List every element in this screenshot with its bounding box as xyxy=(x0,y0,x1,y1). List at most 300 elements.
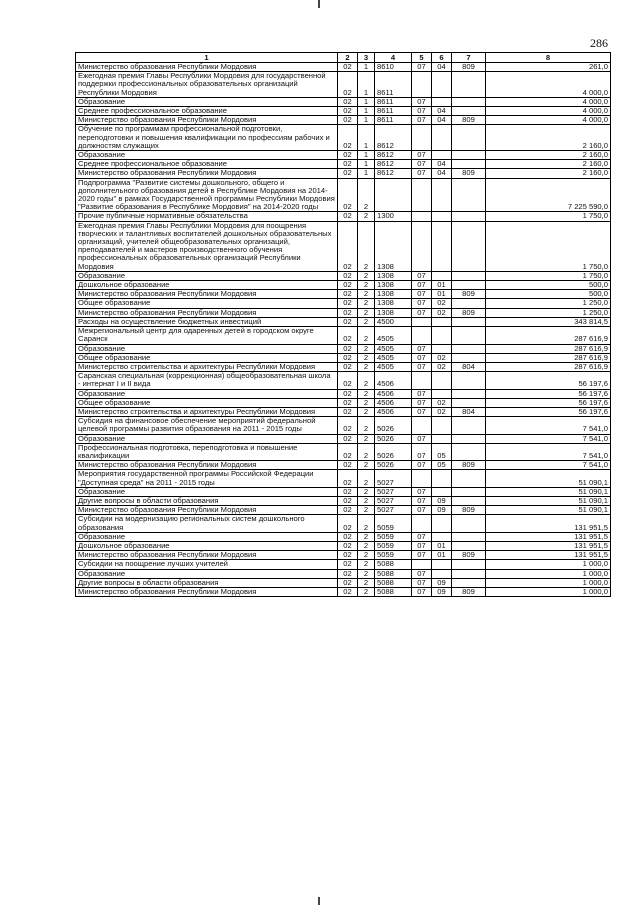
row-amount: 131 951,5 xyxy=(486,515,611,532)
row-code-col3: 2 xyxy=(358,515,375,532)
row-description: Межрегиональный центр для одаренных детей в городском округе Саранск xyxy=(76,327,338,344)
row-code-col7: 809 xyxy=(452,587,486,596)
row-code-col4: 5059 xyxy=(375,532,412,541)
row-description: Мероприятия государственной программы Российской Федерации "Доступная среда" на 2011 - 2015 годы xyxy=(76,470,338,487)
column-header: 6 xyxy=(432,53,452,63)
row-code-col7 xyxy=(452,541,486,550)
row-code-col7: 804 xyxy=(452,362,486,371)
row-description: Другие вопросы в области образования xyxy=(76,578,338,587)
table-row xyxy=(76,560,611,569)
row-description: Дошкольное образование xyxy=(76,281,338,290)
row-code-col3: 2 xyxy=(358,398,375,407)
row-description: Подпрограмма "Развитие системы дошкольного, общего и дополнительного образования детей в Республике Мордовия на 2014-2020 годы" в рамках Государственной программы Республики Мордовия "Развитие образования в Республике Мордовия" на 2014-2020 годы xyxy=(76,178,338,212)
row-description: Прочие публичные нормативные обязательства xyxy=(76,212,338,221)
row-amount: 56 197,6 xyxy=(486,407,611,416)
row-code-col2: 02 xyxy=(338,160,358,169)
table-row xyxy=(76,434,611,443)
row-code-col7 xyxy=(452,160,486,169)
row-code-col5: 07 xyxy=(412,487,432,496)
row-description: Образование xyxy=(76,434,338,443)
row-code-col7 xyxy=(452,72,486,98)
table-header-row xyxy=(76,53,611,63)
row-amount: 2 160,0 xyxy=(486,151,611,160)
budget-table xyxy=(75,52,611,597)
row-code-col7: 809 xyxy=(452,461,486,470)
row-code-col3: 2 xyxy=(358,506,375,515)
row-code-col5: 07 xyxy=(412,169,432,178)
row-code-col7 xyxy=(452,107,486,116)
row-code-col5: 07 xyxy=(412,308,432,317)
row-code-col4: 8612 xyxy=(375,169,412,178)
row-code-col6: 02 xyxy=(432,299,452,308)
row-code-col5: 07 xyxy=(412,461,432,470)
row-description: Среднее профессиональное образование xyxy=(76,107,338,116)
row-code-col7 xyxy=(452,569,486,578)
table-row xyxy=(76,107,611,116)
row-code-col6: 02 xyxy=(432,353,452,362)
row-code-col3: 1 xyxy=(358,160,375,169)
table-row xyxy=(76,97,611,106)
row-code-col7 xyxy=(452,178,486,212)
row-code-col3: 2 xyxy=(358,496,375,505)
row-code-col6 xyxy=(432,97,452,106)
row-code-col5: 07 xyxy=(412,271,432,280)
row-description: Министерство образования Республики Мордовия xyxy=(76,116,338,125)
table-row xyxy=(76,178,611,212)
page-number: 286 xyxy=(590,36,608,50)
row-code-col3: 2 xyxy=(358,317,375,326)
table-row xyxy=(76,72,611,98)
row-amount: 2 160,0 xyxy=(486,169,611,178)
table-body xyxy=(76,63,611,597)
row-code-col4: 5059 xyxy=(375,541,412,550)
table-row xyxy=(76,443,611,460)
row-code-col7 xyxy=(452,151,486,160)
row-amount: 7 541,0 xyxy=(486,461,611,470)
row-code-col6 xyxy=(432,151,452,160)
row-code-col2: 02 xyxy=(338,407,358,416)
row-description: Министерство образования Республики Мордовия xyxy=(76,506,338,515)
row-code-col7 xyxy=(452,372,486,389)
row-code-col3: 2 xyxy=(358,290,375,299)
column-header: 1 xyxy=(76,53,338,63)
row-code-col5 xyxy=(412,515,432,532)
row-code-col2: 02 xyxy=(338,178,358,212)
row-code-col6: 09 xyxy=(432,587,452,596)
row-code-col4: 4505 xyxy=(375,362,412,371)
table-row xyxy=(76,327,611,344)
row-description: Министерство образования Республики Мордовия xyxy=(76,461,338,470)
row-code-col7 xyxy=(452,353,486,362)
row-code-col6: 09 xyxy=(432,506,452,515)
row-amount: 287 616,9 xyxy=(486,362,611,371)
table-row xyxy=(76,578,611,587)
row-code-col2: 02 xyxy=(338,487,358,496)
table-row xyxy=(76,372,611,389)
table-row xyxy=(76,551,611,560)
row-code-col7: 809 xyxy=(452,290,486,299)
table-row xyxy=(76,461,611,470)
row-amount: 4 000,0 xyxy=(486,97,611,106)
row-code-col6: 09 xyxy=(432,496,452,505)
row-code-col6 xyxy=(432,344,452,353)
row-code-col4: 1308 xyxy=(375,281,412,290)
row-code-col5: 07 xyxy=(412,281,432,290)
row-amount: 1 250,0 xyxy=(486,299,611,308)
table-row xyxy=(76,569,611,578)
row-code-col3: 2 xyxy=(358,434,375,443)
row-code-col5 xyxy=(412,317,432,326)
table-row xyxy=(76,532,611,541)
row-code-col4: 8612 xyxy=(375,160,412,169)
row-code-col6: 02 xyxy=(432,398,452,407)
row-code-col6: 05 xyxy=(432,461,452,470)
row-code-col4: 1308 xyxy=(375,299,412,308)
row-code-col4: 8612 xyxy=(375,151,412,160)
row-code-col7 xyxy=(452,578,486,587)
row-code-col2: 02 xyxy=(338,125,358,151)
row-code-col2: 02 xyxy=(338,551,358,560)
row-code-col6 xyxy=(432,221,452,271)
row-code-col2: 02 xyxy=(338,496,358,505)
row-amount: 4 000,0 xyxy=(486,107,611,116)
row-description: Профессиональная подготовка, переподготовка и повышение квалификации xyxy=(76,443,338,460)
row-description: Общее образование xyxy=(76,398,338,407)
row-code-col4: 5027 xyxy=(375,496,412,505)
row-code-col4: 4506 xyxy=(375,389,412,398)
row-code-col6: 02 xyxy=(432,362,452,371)
row-code-col5 xyxy=(412,417,432,434)
row-code-col3: 2 xyxy=(358,551,375,560)
row-description: Общее образование xyxy=(76,299,338,308)
row-code-col5: 07 xyxy=(412,116,432,125)
row-code-col5 xyxy=(412,327,432,344)
row-amount: 51 090,1 xyxy=(486,506,611,515)
row-code-col6: 04 xyxy=(432,63,452,72)
row-code-col4 xyxy=(375,178,412,212)
row-code-col6: 01 xyxy=(432,290,452,299)
row-code-col2: 02 xyxy=(338,327,358,344)
table-row xyxy=(76,221,611,271)
row-description: Министерство образования Республики Мордовия xyxy=(76,551,338,560)
row-code-col6 xyxy=(432,72,452,98)
row-code-col2: 02 xyxy=(338,398,358,407)
row-code-col6 xyxy=(432,389,452,398)
row-code-col2: 02 xyxy=(338,578,358,587)
row-code-col3: 2 xyxy=(358,271,375,280)
table-row xyxy=(76,281,611,290)
row-description: Общее образование xyxy=(76,353,338,362)
row-code-col6 xyxy=(432,515,452,532)
row-code-col6: 09 xyxy=(432,578,452,587)
row-code-col6 xyxy=(432,317,452,326)
top-edge-mark xyxy=(318,0,320,8)
row-code-col3: 2 xyxy=(358,541,375,550)
row-code-col6: 04 xyxy=(432,169,452,178)
column-header: 3 xyxy=(358,53,375,63)
row-code-col4: 5088 xyxy=(375,569,412,578)
row-description: Министерство образования Республики Мордовия xyxy=(76,169,338,178)
row-code-col4: 4506 xyxy=(375,372,412,389)
row-amount: 7 541,0 xyxy=(486,434,611,443)
row-code-col5: 07 xyxy=(412,299,432,308)
table-row xyxy=(76,506,611,515)
row-amount: 500,0 xyxy=(486,290,611,299)
row-description: Министерство образования Республики Мордовия xyxy=(76,290,338,299)
row-code-col7 xyxy=(452,434,486,443)
table-row xyxy=(76,417,611,434)
row-code-col2: 02 xyxy=(338,515,358,532)
row-code-col3: 1 xyxy=(358,169,375,178)
row-code-col5: 07 xyxy=(412,362,432,371)
row-amount: 7 541,0 xyxy=(486,417,611,434)
row-code-col2: 02 xyxy=(338,308,358,317)
row-code-col5: 07 xyxy=(412,63,432,72)
row-code-col6: 01 xyxy=(432,281,452,290)
row-code-col2: 02 xyxy=(338,389,358,398)
row-amount: 131 951,5 xyxy=(486,541,611,550)
row-code-col6: 04 xyxy=(432,116,452,125)
row-code-col4: 5026 xyxy=(375,434,412,443)
row-amount: 287 616,9 xyxy=(486,353,611,362)
row-amount: 1 000,0 xyxy=(486,578,611,587)
row-code-col5: 07 xyxy=(412,344,432,353)
row-code-col2: 02 xyxy=(338,290,358,299)
table-row xyxy=(76,389,611,398)
row-code-col5 xyxy=(412,178,432,212)
row-code-col5 xyxy=(412,560,432,569)
table-row xyxy=(76,299,611,308)
row-code-col3: 2 xyxy=(358,372,375,389)
row-code-col4: 5026 xyxy=(375,461,412,470)
row-code-col2: 02 xyxy=(338,169,358,178)
row-amount: 7 225 590,0 xyxy=(486,178,611,212)
row-code-col6 xyxy=(432,327,452,344)
row-description: Образование xyxy=(76,487,338,496)
row-code-col4: 5026 xyxy=(375,443,412,460)
row-code-col5 xyxy=(412,212,432,221)
row-description: Образование xyxy=(76,271,338,280)
row-code-col4: 8611 xyxy=(375,72,412,98)
row-amount: 2 160,0 xyxy=(486,160,611,169)
row-code-col7 xyxy=(452,398,486,407)
row-amount: 287 616,9 xyxy=(486,327,611,344)
row-code-col7 xyxy=(452,389,486,398)
row-code-col5: 07 xyxy=(412,398,432,407)
row-code-col3: 1 xyxy=(358,116,375,125)
row-code-col4: 5026 xyxy=(375,417,412,434)
row-code-col3: 2 xyxy=(358,389,375,398)
row-code-col4: 5027 xyxy=(375,487,412,496)
row-code-col7 xyxy=(452,125,486,151)
row-code-col6 xyxy=(432,125,452,151)
row-code-col7: 809 xyxy=(452,116,486,125)
row-code-col5 xyxy=(412,372,432,389)
row-code-col3: 2 xyxy=(358,487,375,496)
row-code-col6 xyxy=(432,532,452,541)
row-amount: 1 750,0 xyxy=(486,221,611,271)
row-code-col7 xyxy=(452,97,486,106)
row-code-col6 xyxy=(432,560,452,569)
row-code-col2: 02 xyxy=(338,97,358,106)
row-code-col2: 02 xyxy=(338,506,358,515)
row-amount: 343 814,5 xyxy=(486,317,611,326)
row-code-col4: 1300 xyxy=(375,212,412,221)
row-description: Ежегодная премия Главы Республики Мордовия для государственной поддержки профессиональных образовательных организаций Республики Мордовия xyxy=(76,72,338,98)
row-code-col4: 5088 xyxy=(375,578,412,587)
row-code-col4: 5088 xyxy=(375,560,412,569)
row-code-col5 xyxy=(412,72,432,98)
row-code-col7 xyxy=(452,317,486,326)
row-description: Другие вопросы в области образования xyxy=(76,496,338,505)
row-description: Субсидии на модернизацию региональных систем дошкольного образования xyxy=(76,515,338,532)
row-amount: 1 250,0 xyxy=(486,308,611,317)
row-code-col5: 07 xyxy=(412,506,432,515)
row-code-col3: 2 xyxy=(358,299,375,308)
row-description: Образование xyxy=(76,532,338,541)
row-code-col7: 809 xyxy=(452,169,486,178)
row-description: Образование xyxy=(76,151,338,160)
row-code-col7 xyxy=(452,221,486,271)
bottom-edge-mark xyxy=(318,897,320,905)
row-code-col4: 1308 xyxy=(375,308,412,317)
row-code-col3: 2 xyxy=(358,362,375,371)
row-amount: 56 197,6 xyxy=(486,398,611,407)
row-code-col7 xyxy=(452,299,486,308)
row-amount: 131 951,5 xyxy=(486,532,611,541)
row-code-col7 xyxy=(452,212,486,221)
row-code-col3: 2 xyxy=(358,417,375,434)
row-code-col3: 1 xyxy=(358,63,375,72)
row-code-col7 xyxy=(452,515,486,532)
row-description: Образование xyxy=(76,569,338,578)
table-row xyxy=(76,407,611,416)
row-code-col3: 2 xyxy=(358,532,375,541)
column-header: 5 xyxy=(412,53,432,63)
row-code-col6 xyxy=(432,417,452,434)
row-code-col4: 1308 xyxy=(375,221,412,271)
row-code-col4: 4506 xyxy=(375,398,412,407)
row-code-col7: 809 xyxy=(452,63,486,72)
table-row xyxy=(76,541,611,550)
row-code-col3: 1 xyxy=(358,72,375,98)
table-row xyxy=(76,496,611,505)
row-code-col5: 07 xyxy=(412,160,432,169)
row-amount: 261,0 xyxy=(486,63,611,72)
row-code-col7 xyxy=(452,487,486,496)
row-amount: 500,0 xyxy=(486,281,611,290)
row-code-col3: 2 xyxy=(358,569,375,578)
table-row xyxy=(76,151,611,160)
row-code-col3: 2 xyxy=(358,578,375,587)
row-code-col2: 02 xyxy=(338,434,358,443)
row-code-col2: 02 xyxy=(338,107,358,116)
row-code-col3: 1 xyxy=(358,125,375,151)
row-code-col4: 5027 xyxy=(375,470,412,487)
table-row xyxy=(76,212,611,221)
row-code-col4: 8611 xyxy=(375,116,412,125)
row-code-col5: 07 xyxy=(412,532,432,541)
row-code-col2: 02 xyxy=(338,151,358,160)
row-code-col4: 8611 xyxy=(375,107,412,116)
row-amount: 51 090,1 xyxy=(486,487,611,496)
row-description: Обучение по программам профессиональной подготовки, переподготовки и повышения квалификации по профессиям рабочих и должностям служащих xyxy=(76,125,338,151)
row-code-col7 xyxy=(452,344,486,353)
row-amount: 56 197,6 xyxy=(486,389,611,398)
row-code-col6 xyxy=(432,271,452,280)
table-row xyxy=(76,398,611,407)
row-description: Министерство строительства и архитектуры Республики Мордовия xyxy=(76,407,338,416)
row-code-col2: 02 xyxy=(338,470,358,487)
row-description: Министерство строительства и архитектуры Республики Мордовия xyxy=(76,362,338,371)
row-code-col5 xyxy=(412,125,432,151)
row-code-col6: 01 xyxy=(432,551,452,560)
row-code-col5 xyxy=(412,221,432,271)
row-code-col2: 02 xyxy=(338,116,358,125)
row-code-col3: 1 xyxy=(358,151,375,160)
row-code-col7 xyxy=(452,470,486,487)
row-amount: 7 541,0 xyxy=(486,443,611,460)
row-code-col4: 8610 xyxy=(375,63,412,72)
row-code-col2: 02 xyxy=(338,532,358,541)
row-amount: 56 197,6 xyxy=(486,372,611,389)
row-description: Дошкольное образование xyxy=(76,541,338,550)
row-description: Министерство образования Республики Мордовия xyxy=(76,308,338,317)
row-code-col7: 809 xyxy=(452,308,486,317)
row-code-col6 xyxy=(432,470,452,487)
row-code-col4: 5059 xyxy=(375,551,412,560)
table-row xyxy=(76,125,611,151)
row-code-col7 xyxy=(452,496,486,505)
row-amount: 1 000,0 xyxy=(486,569,611,578)
row-code-col5: 07 xyxy=(412,151,432,160)
row-code-col5: 07 xyxy=(412,541,432,550)
row-code-col2: 02 xyxy=(338,560,358,569)
table-row xyxy=(76,317,611,326)
table-row xyxy=(76,515,611,532)
row-code-col2: 02 xyxy=(338,344,358,353)
row-amount: 51 090,1 xyxy=(486,470,611,487)
table-row xyxy=(76,353,611,362)
row-code-col2: 02 xyxy=(338,299,358,308)
table-row xyxy=(76,116,611,125)
row-code-col4: 4506 xyxy=(375,407,412,416)
row-code-col6: 04 xyxy=(432,160,452,169)
table-row xyxy=(76,308,611,317)
row-code-col3: 2 xyxy=(358,470,375,487)
row-code-col3: 2 xyxy=(358,178,375,212)
row-code-col3: 2 xyxy=(358,212,375,221)
row-code-col3: 2 xyxy=(358,353,375,362)
row-amount: 4 000,0 xyxy=(486,72,611,98)
row-code-col3: 2 xyxy=(358,461,375,470)
row-description: Саранская специальная (коррекционная) общеобразовательная школа - интернат I и II вида xyxy=(76,372,338,389)
row-code-col4: 5059 xyxy=(375,515,412,532)
row-code-col7 xyxy=(452,560,486,569)
row-amount: 1 000,0 xyxy=(486,560,611,569)
table-row xyxy=(76,362,611,371)
row-code-col5: 07 xyxy=(412,569,432,578)
row-code-col4: 1308 xyxy=(375,290,412,299)
row-code-col4: 5088 xyxy=(375,587,412,596)
row-description: Субсидии на поощрение лучших учителей xyxy=(76,560,338,569)
row-code-col5: 07 xyxy=(412,290,432,299)
row-code-col6: 01 xyxy=(432,541,452,550)
row-description: Субсидия на финансовое обеспечение мероприятий федеральной целевой программы развития образования на 2011 - 2015 годы xyxy=(76,417,338,434)
row-code-col6: 02 xyxy=(432,308,452,317)
row-code-col4: 1308 xyxy=(375,271,412,280)
row-code-col5: 07 xyxy=(412,389,432,398)
